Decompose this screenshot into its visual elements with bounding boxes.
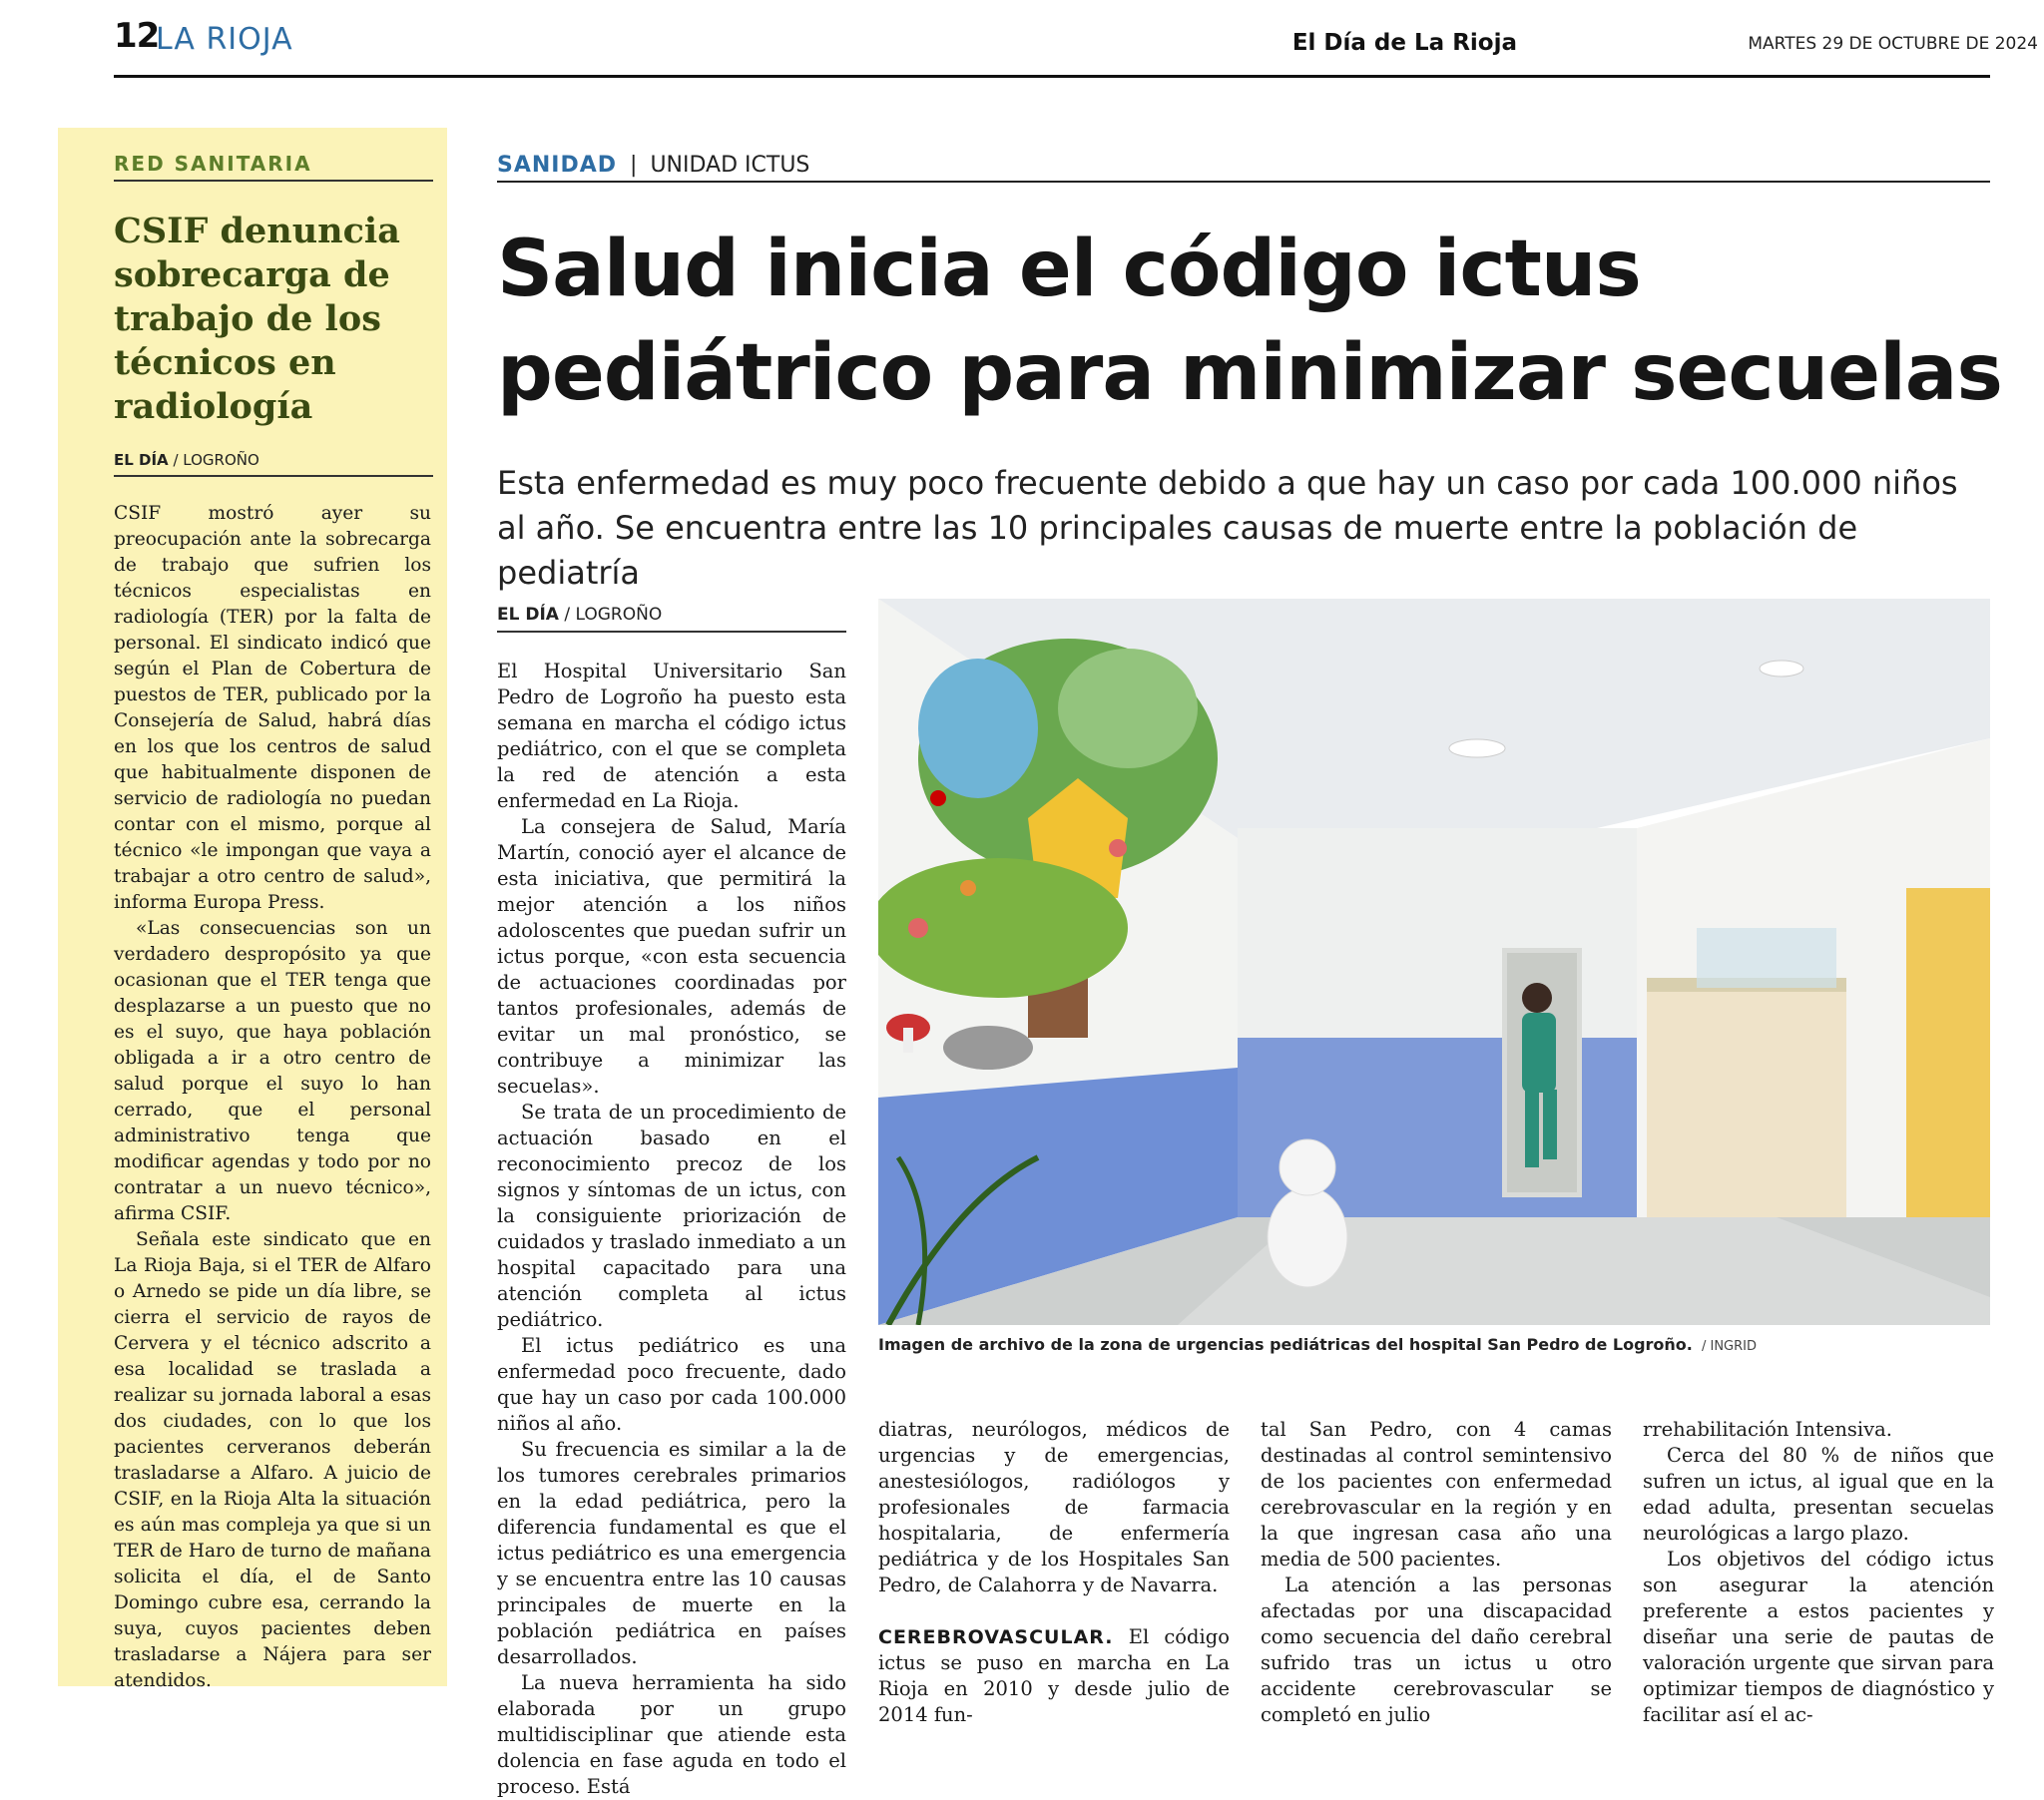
- article-paragraph: Se trata de un procedimiento de actuación basado en el reconocimiento precoz de los signos y síntomas de un ictus, con la consiguiente priorización de cuidados y traslado inmediato a un hospital capacitado para una atención completa al ictus pediátrico.: [497, 1101, 846, 1331]
- article-column-3: [1261, 1417, 1612, 1728]
- article-kicker: [497, 153, 809, 178]
- sidebar-paragraph: CSIF mostró ayer su preocupación ante la sobrecarga de trabajo que sufrien los técnicos especialistas en radiología (TER) por la falta de personal. El sindicato indicó que según el Plan de Cobertura de puestos de TER, publicado por la Consejería de Salud, habrá días en los que los centros de salud que habitualmente disponen de servicio de radiología no puedan contar con el mismo, porque al técnico «le impongan que vaya a trabajar a otro centro de salud», informa Europa Press.: [114, 503, 431, 913]
- article-column-1: [497, 659, 846, 1800]
- sidebar-byline-place: / LOGROÑO: [173, 451, 259, 469]
- sidebar-kicker: RED SANITARIA: [114, 152, 312, 176]
- headline: Salud inicia el código ictus pediátrico para minimizar secuelas: [497, 225, 2002, 418]
- article-paragraph: La atención a las personas afectadas por una discapacidad como secuencia del daño cerebral sufrido tras un ictus u otro accidente cerebrovascular se completó en julio: [1261, 1574, 1612, 1726]
- sidebar-rule: [114, 180, 433, 182]
- article-column-4: [1643, 1417, 1994, 1728]
- article-paragraph: diatras, neurólogos, médicos de urgencias y de emergencias, anestesiólogos, radiólogos y profesionales de farmacia hospitalaria, de enfermería pediátrica y de los Hospitales San Pedro, de Calahorra y de Navarra.: [878, 1418, 1230, 1596]
- article-paragraph: La consejera de Salud, María Martín, conoció ayer el alcance de esta iniciativa, que permitirá la mejor atención a los niños adoloscentes que puedan sufrir un ictus porque, «con esta secuencia de actuaciones coordinadas por tantos profesionales, además de evitar un mal pronóstico, se contribuye a minimizar las secuelas».: [497, 815, 846, 1098]
- article-paragraph: El Hospital Universitario San Pedro de Logroño ha puesto esta semana en marcha el código ictus pediátrico, con el que se completa la red de atención a esta enfermedad en La Rioja.: [497, 660, 846, 812]
- page-number: 12: [114, 16, 160, 56]
- sidebar-byline: [114, 451, 259, 469]
- article-paragraph: La nueva herramienta ha sido elaborada por un grupo multidisciplinar que atiende esta dolencia en fase aguda en todo el proceso. Está: [497, 1671, 846, 1798]
- deck: Esta enfermedad es muy poco frecuente debido a que hay un caso por cada 100.000 niños al año. Se encuentra entre las 10 principales causas de muerte entre la población de pediatría: [497, 464, 1958, 592]
- kicker-section: SANIDAD: [497, 153, 618, 178]
- article-paragraph: tal San Pedro, con 4 camas destinadas al control semintensivo de los pacientes con enfermedad cerebrovascular en la región y en la que ingresan casa año una media de 500 pacientes.: [1261, 1418, 1612, 1571]
- sidebar-body: [114, 501, 431, 1694]
- article-paragraph: Cerca del 80 % de niños que sufren un ictus, al igual que en la edad adulta, presentan secuelas neurológicas a largo plazo.: [1643, 1444, 1994, 1545]
- caption-text: Imagen de archivo de la zona de urgencias pediátricas del hospital San Pedro de Logroño.: [878, 1335, 1693, 1354]
- sidebar-byline-source: EL DÍA: [114, 451, 169, 469]
- article-paragraph: rrehabilitación Intensiva.: [1643, 1418, 1892, 1441]
- subhead: CEREBROVASCULAR.: [878, 1626, 1114, 1648]
- kicker-topic: UNIDAD ICTUS: [650, 153, 810, 178]
- issue-date: MARTES 29 DE OCTUBRE DE 2024: [1748, 34, 2038, 54]
- article-paragraph: Su frecuencia es similar a la de los tumores cerebrales primarios en la edad pediátrica, pero la diferencia fundamental es que el ictus pediátrico es una emergencia y se encuentra entre las 10 causas principales de muerte en la población pediátrica en países desarrollados.: [497, 1438, 846, 1668]
- article-paragraph-with-subhead: [878, 1624, 1230, 1728]
- sidebar-rule: [114, 475, 433, 477]
- byline-place: / LOGROÑO: [564, 605, 663, 625]
- article-byline: [497, 605, 662, 625]
- photo-caption: [878, 1335, 1757, 1354]
- sidebar-paragraph: Señala este sindicato que en La Rioja Baja, si el TER de Alfaro o Arnedo se pide un día libre, se cierra el servicio de rayos de Cervera y el técnico adscrito a esa localidad se traslada a realizar su jornada laboral a esas dos ciudades, con lo que los pacientes cerveranos deberán trasladarse a Alfaro. A juicio de CSIF, en la Rioja Alta la situación es aún mas compleja ya que si un TER de Haro de turno de mañana solicita el día, el de Santo Domingo cubre esa, cerrando la suya, cuyos pacientes deben trasladarse a Nájera para ser atendidos.: [114, 1229, 431, 1691]
- sidebar-paragraph: «Las consecuencias son un verdadero despropósito ya que ocasionan que el TER tenga que desplazarse a un puesto que no es el suyo, que haya población obligada a ir a otro centro de salud porque el suyo lo han cerrado, que el personal administrativo tenga que modificar agendas y todo por no contratar a un nuevo técnico», afirma CSIF.: [114, 918, 431, 1224]
- subhead-paragraph: El código ictus se puso en marcha en La Rioja en 2010 y desde julio de 2014 fun-: [878, 1625, 1230, 1726]
- header-rule: [114, 75, 1990, 78]
- article-paragraph: Los objetivos del código ictus son asegurar la atención preferente a estos pacientes y diseñar una serie de pautas de valoración urgente que sirvan para optimizar tiempos de diagnóstico y facilitar así el ac-: [1643, 1548, 1994, 1726]
- byline-rule: [497, 631, 846, 633]
- newspaper-name: El Día de La Rioja: [1291, 30, 1517, 56]
- kicker-separator: |: [630, 153, 638, 178]
- hospital-photo-illustration: [878, 599, 1990, 1325]
- sidebar-title: CSIF denuncia sobrecarga de trabajo de los técnicos en radiología: [114, 211, 400, 427]
- kicker-rule: [497, 181, 1990, 183]
- photo-credit: / INGRID: [1701, 1339, 1757, 1354]
- article-photo: [878, 599, 1990, 1325]
- byline-source: EL DÍA: [497, 605, 559, 625]
- article-column-2: [878, 1417, 1230, 1728]
- article-paragraph: El ictus pediátrico es una enfermedad poco frecuente, dado que hay un caso por cada 100.000 niños al año.: [497, 1334, 846, 1435]
- section-name: LA RIOJA: [156, 22, 293, 57]
